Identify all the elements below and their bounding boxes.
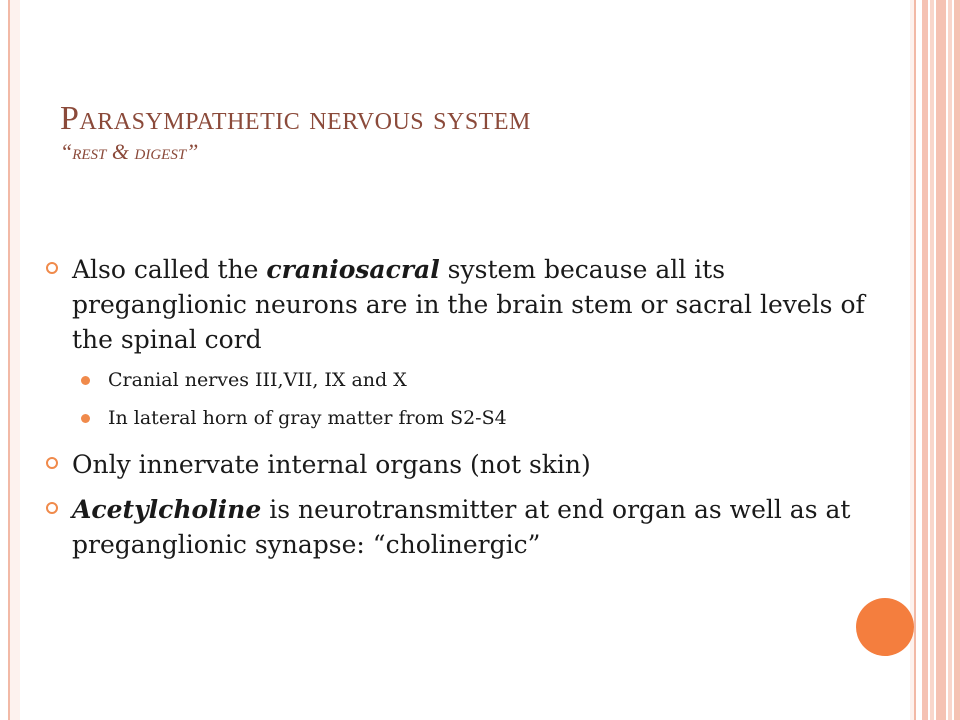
dot-bullet-icon xyxy=(81,376,90,385)
slide-body xyxy=(46,252,866,572)
ring-bullet-icon xyxy=(46,502,58,514)
sub-bullet-lateral-horn: In lateral horn of gray matter from S2-S4 xyxy=(46,405,866,431)
title-main: Parasympathetic nervous system xyxy=(60,100,531,137)
emphasis-craniosacral: craniosacral xyxy=(266,255,440,284)
bullet-craniosacral: Also called the craniosacral system because all its preganglionic neurons are in the brain stem or sacral levels of the spinal cord xyxy=(46,252,866,357)
ring-bullet-icon xyxy=(46,262,58,274)
bullet-internal-organs: Only innervate internal organs (not skin) xyxy=(46,447,866,482)
decorative-orange-circle xyxy=(856,598,914,656)
slide-title xyxy=(60,100,880,165)
dot-bullet-icon xyxy=(81,414,90,423)
ring-bullet-icon xyxy=(46,457,58,469)
sub-bullet-cranial-nerves: Cranial nerves III,VII, IX and X xyxy=(46,367,866,393)
emphasis-acetylcholine: Acetylcholine xyxy=(72,495,262,524)
title-subtitle: “rest & digest” xyxy=(60,139,199,165)
decorative-stripes xyxy=(922,0,960,720)
bullet-acetylcholine: Acetylcholine is neurotransmitter at end organ as well as at preganglionic synapse: “cholinergic” xyxy=(46,492,866,562)
